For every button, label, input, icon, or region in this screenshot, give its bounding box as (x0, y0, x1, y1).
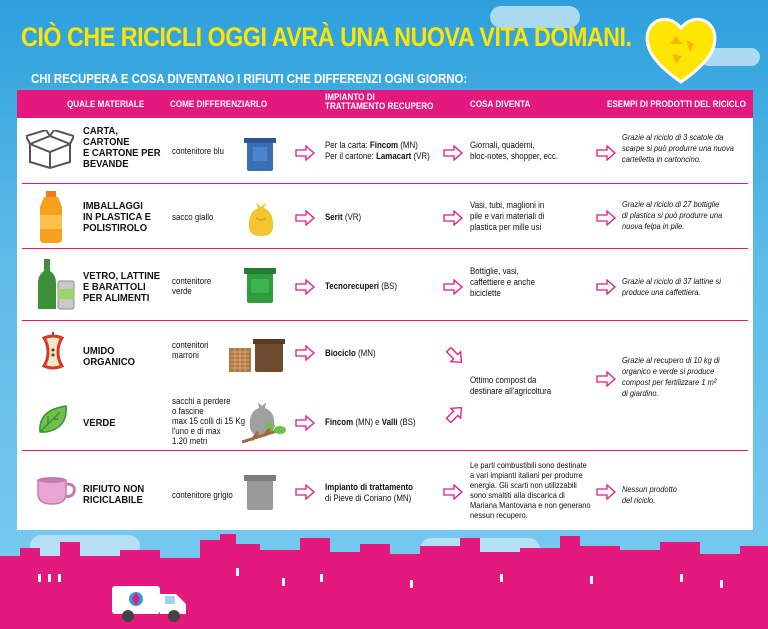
plant-label: Impianto di trattamento di Pieve di Coriano (MN) (325, 482, 414, 503)
material-label: VETRO, LATTINE E BARATTOLI PER ALIMENTI (83, 270, 161, 304)
plant-label: Serit (VR) (325, 212, 362, 222)
arrow-right-icon (295, 210, 315, 226)
row-divider (22, 183, 748, 184)
cardboard-box-icon (26, 130, 74, 170)
green-bin-icon (243, 265, 277, 305)
row-divider (22, 248, 748, 249)
page-subtitle: CHI RECUPERA E COSA DIVENTANO I RIFIUTI CHE DIFFERENZI OGNI GIORNO: (31, 71, 468, 86)
how-label: sacchi a perdere o fascine max 15 colli di 15 Kg l'uno e di max 1.20 metri (172, 396, 246, 446)
becomes-label: Giornali, quaderni, bloc-notes, shopper, ecc. (470, 140, 559, 161)
arrow-right-icon (443, 145, 463, 161)
city-skyline (0, 528, 768, 629)
example-label: Grazie al recupero di 10 kg di organico e verde si produce compost per fertilizzare 1 m² di giardino. (622, 355, 720, 398)
how-label: contenitori marroni (172, 340, 209, 360)
example-label: Grazie al riciclo di 3 scatole da scarpe si può produrre una nuova cartelletta in cartoncino. (622, 132, 734, 164)
plant-label: Tecnorecuperi (BS) (325, 281, 398, 291)
arrow-right-icon (596, 210, 616, 226)
material-label: UMIDO ORGANICO (83, 345, 135, 368)
cup-icon (36, 476, 78, 506)
apple-core-icon (40, 332, 66, 372)
glass-bottle-can-icon (34, 259, 78, 311)
table-header (17, 90, 753, 118)
example-label: Grazie al riciclo di 27 bottiglie di plastica si può produrre una nuova felpa in pile. (622, 199, 723, 231)
arrow-right-icon (295, 415, 315, 431)
row-divider (22, 320, 748, 321)
material-label: CARTA, CARTONE E CARTONE PER BEVANDE (83, 125, 161, 170)
how-label: contenitore verde (172, 276, 212, 296)
how-label: contenitore blu (172, 146, 224, 156)
arrow-right-icon (596, 484, 616, 500)
header-examples: ESEMPI DI PRODOTTI DEL RICICLO (607, 99, 746, 109)
example-label: Grazie al riciclo di 37 lattine si produce una caffettiera. (622, 276, 721, 297)
how-label: contenitore grigio (172, 490, 233, 500)
grey-bag-branches-icon (240, 400, 290, 446)
header-plant: IMPIANTO DI TRATTAMENTO RECUPERO (325, 92, 434, 111)
arrow-right-icon (596, 371, 616, 387)
plant-label: Fincom (MN) e Valli (BS) (325, 417, 416, 427)
leaf-icon (36, 402, 70, 436)
brown-bins-icon (227, 338, 287, 374)
plant-label: Biociclo (MN) (325, 348, 376, 358)
material-label: IMBALLAGGI IN PLASTICA E POLISTIROLO (83, 200, 151, 234)
material-label: RIFIUTO NON RICICLABILE (83, 483, 145, 506)
how-label: sacco giallo (172, 212, 214, 222)
plant-label: Per la carta: Fincom (MN) Per il cartone: Lamacart (VR) (325, 140, 430, 161)
arrow-right-icon (295, 345, 315, 361)
arrow-right-icon (596, 279, 616, 295)
becomes-label: Ottimo compost da destinare all'agricoltura (470, 375, 552, 396)
arrow-right-icon (295, 145, 315, 161)
row-divider (22, 450, 748, 451)
grey-bin-icon (243, 472, 277, 512)
arrow-right-icon (295, 279, 315, 295)
arrow-right-icon (596, 145, 616, 161)
header-material: QUALE MATERIALE (67, 99, 145, 109)
recycle-heart-icon (642, 10, 720, 88)
arrow-right-icon (443, 279, 463, 295)
header-how: COME DIFFERENZIARLO (170, 99, 268, 109)
becomes-label: Vasi, tubi, maglioni in pile e vari materiali di plastica per mille usi (470, 200, 545, 232)
blue-bin-icon (243, 135, 277, 173)
example-label: Nessun prodotto del riciclo. (622, 484, 677, 505)
header-becomes: COSA DIVENTA (470, 99, 531, 109)
becomes-label: Bottiglie, vasi, caffettiere e anche biciclette (470, 266, 536, 298)
material-label: VERDE (83, 417, 116, 429)
becomes-label: Le parti combustibili sono destinate a vari impianti italiani per produrre energia. Gli scarti non utilizzabili sono smaltiti alla discarica di Mariana Mantovana e non generano nessun recupero. (470, 460, 591, 520)
plastic-bottle-icon (36, 191, 66, 243)
page-title: CIÒ CHE RICICLI OGGI AVRÀ UNA NUOVA VITA DOMANI. (21, 22, 632, 52)
arrow-right-icon (295, 484, 315, 500)
arrow-right-icon (443, 484, 463, 500)
arrow-right-icon (443, 210, 463, 226)
yellow-bag-icon (246, 198, 276, 238)
